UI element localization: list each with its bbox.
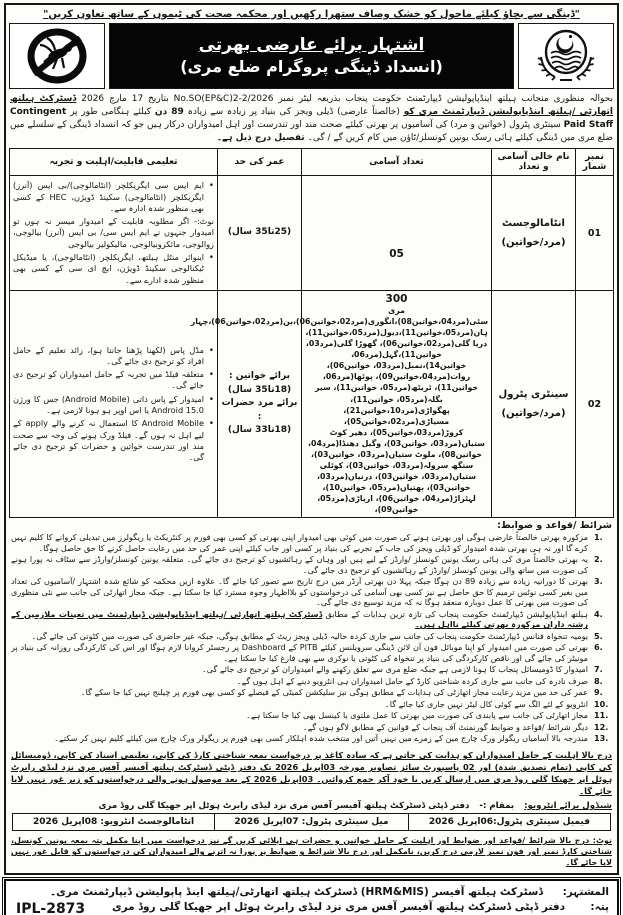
row2-post-gender: (مرد/خواتین) xyxy=(501,408,566,420)
term-item xyxy=(11,664,610,675)
dengue-slogan: "ڈینگی سے بچاؤ کیلئے ماحول کو خشک وصاف ستھرا رکھیں اور محکمہ صحت کی ٹیموں کے ساتھ تعاون کریں" xyxy=(43,9,580,20)
schedule-entomologist: انٹامالوجسٹ انٹرویو: 08اپریل 2026 xyxy=(13,814,215,831)
term-item xyxy=(11,576,610,608)
row2-count-breakdown: مری سٹی(مرد04،خواتین08)،انگوری(مرد02،خواتین06)،بن(مرد02،خواتین06)،چہار ہان(مرد05،خواتین11)،دیول(مرد05،خواتین11)، دریا گلی(مرد02،خواتین06)، گھوڑا گلی(مرد03، خواتین11)،گہل(مرد06، خواتین14)،نمبل(مرد03، خواتین06)، روات(مرد04،خواتین09)، پوٹھا(مرد06، خواتین11)، ٹریٹھ(مرد05، خواتین11)، سیر بگلہ(مرد05، خواتین11)، پھگواڑی(مرد10،خواتین21)، مسیاڑی(مرد02،خواتین05)، کروڑ(مرد03،خواتین05)، دھیر کوٹ ستیاں(مرد03، خواتین03)، وگیل دھنڈا(مرد04، خواتین08)، ملوٹ ستیاں(مرد03، خواتین03)، سنگھ سرولہ(مرد03، خواتین03)، کوٹلی ستیاں(مرد03، خواتین03)، درنیاں(مرد03، خواتین03)، بھتیاں(مرد05، خواتین10)، لہٹراڑ(مرد04، خواتین06)، اریاڑی(مرد05، خواتین09)، xyxy=(190,306,488,515)
row1-count xyxy=(302,176,492,291)
row1-post xyxy=(492,176,576,291)
terms-heading: شرائط /قواعد و ضوابط: xyxy=(497,520,612,532)
term-item xyxy=(11,699,610,710)
term-text: یہ بھرتی خالصتاً مری کی ہائی رسک یونین کونسلز /وارڈز کے لیے ہیں اور وہاں کے رہائشیوں کو ترجیح دی جائے گی۔ متعلقہ یونین کونسلز/وارڈز سے سٹاف نہ پورا ہونے کی صورت میں ساتھ والی یونین کونسلز /وارڈز کے رہائشیوں کو ترجیح دی جائے گی۔ xyxy=(11,554,588,575)
application-instructions: درج بالا اہلیت کے حامل امیدواران کو ہدایت کی جاتی ہے کہ سادہ کاغذ پر درخواست بمعہ شناختی کارڈ کی کاپی، تعلیمی اسناد کی کاپی، ڈومیسائل کی کاپی (تمام تصدیق شدہ) اور 02 پاسپورٹ سائز تصاویر مورخہ 03اپریل 2026 تک دفتر ڈپٹی ڈسٹرکٹ ہیلتھ آفیسر آفس مری نزد لیڈی رابرٹ ہوٹل اپر جھیکا گلی روڈ مری میں ارسال کریں یا خود آکر جمع کروائیں۔ 03اپریل 2026 کے بعد موصول ہونے والی درخواستوں کو زیر غور نہیں لایا جائے گا۔ xyxy=(11,749,612,797)
term-item xyxy=(11,642,610,663)
schedule-row xyxy=(13,814,611,831)
terms-list xyxy=(9,532,614,747)
term-number: 2. xyxy=(594,554,603,565)
bottom-note: نوٹ: درج بالا شرائط /قواعد اور ضوابط اور اہلیت کے حامل خواتین و حضرات ہی اپلائی کریں گے نیز درخواست میں اپنا مکمل پتہ بمعہ یونین کونسل، شناختی کارڈ نمبر اور فون نمبر لازمی درج کریں، نامکمل اور درج بالا شرائط و ضوابط پر پورا نہ اترنے والے امیدواران کی درخواستوں کو قابل غور نہیں لایا جائے گا۔ xyxy=(11,836,612,868)
intro-part-5: (خالصتاً عارضی) ڈیلی ویجز کی بنیاد پر زیادہ سے زیادہ xyxy=(187,107,400,118)
venue-label: بمقام :- xyxy=(479,801,515,812)
address-label: پتہ: xyxy=(590,901,609,914)
term-number: 6. xyxy=(594,642,603,653)
table-row xyxy=(10,176,614,291)
term-item xyxy=(11,609,610,630)
intro-part-1: بحوالہ منظوری منجانب ہیلتھ اینڈپاپولیشن ڈیپارٹمنٹ حکومت پنجاب بذریعہ لیٹر نمبر xyxy=(278,94,613,104)
venue-address: دفتر ڈپٹی ڈسٹرکٹ ہیلتھ آفیسر آفس مری نزد لیڈی رابرٹ ہوٹل اپر جھیکا گلی روڈ مری xyxy=(98,801,470,812)
col-qualification: تعلیمی قابلیت/اہلیت و تجربہ xyxy=(10,149,218,176)
row1-serial: 01 xyxy=(576,176,614,291)
no-mosquito-box xyxy=(9,23,105,89)
ad-title: اشتہار برائے عارضی بھرتی xyxy=(198,34,425,55)
row2-serial: 02 xyxy=(576,291,614,518)
term-text: امیدوار کا ڈومیسائل پنجاب کا ہونا لازمی ہے جبکہ ضلع مری سے تعلق رکھنے والے امیدواران کو ترجیح دی جائے گی۔ xyxy=(201,664,588,675)
term-text: ہیلتھ اینڈپاپولیشن ڈیپارٹمنٹ حکومت پنجاب کی تازہ ترین ہدایات کے مطابق ڈسٹرکٹ ہیلتھ اتھارٹی /ہیلتھ اینڈپاپولیشن ڈیپارٹمنٹ میں تعینات ملازمین کے رشتہ داران مزکورہ بھرتی کیلئے نااہل ہیں۔ xyxy=(11,608,588,630)
term-text: یومیہ تنخواہ فنانس ڈیپارٹمنٹ حکومت پنجاب کی جانب سے جاری کردہ حالیہ ڈیلی ویجز ریٹ کے مطابق ہوگی، جبکہ غیر حاضری کی صورت میں کٹوتی کی جائے گی۔ xyxy=(31,630,588,641)
term-text: دیگر شرائط /قواعد و ضوابط گورنمنٹ آف پنجاب کے قوانین کے مطابق لاگو ہوں گے۔ xyxy=(302,721,588,732)
col-post: نام خالی آسامی و تعداد xyxy=(492,149,576,176)
qualification-item: • مڈل پاس (لکھنا پڑھنا جانتا ہو)، زائد تعلیم کے حامل افراد کو ترجیح دی جائے گی۔ xyxy=(13,345,214,368)
term-number: 9. xyxy=(594,687,603,698)
advertiser-name: ڈسٹرکٹ ہیلتھ آفیسر (HRM&MIS) ڈسٹرکٹ ہیلتھ اتھارٹی/ہیلتھ اینڈ پاپولیشن ڈیپارٹمنٹ مری۔ xyxy=(50,885,543,898)
term-item xyxy=(11,532,610,553)
row2-post xyxy=(492,291,576,518)
contingent-paid-staff: Contingent Paid Staff xyxy=(10,107,613,131)
term-number: 8. xyxy=(594,675,603,686)
term-text: بھرتی کا دورانیہ زیادہ سے زیادہ 89 دن ہوگا جبکہ پہلا دن بھرتی آرڈر میں درج تاریخ سے تصور کیا جائے گا۔ علاوہ ازیں محکمہ کو شائع شدہ اشتہار /آسامیوں کی تعداد میں بغیر کسی نوٹس ترمیم کا حق حاصل ہے نیز کسی بھی آسامی کی درخواستوں کو بلااظہار وجوہ مسترد کیا جا سکتا ہے۔ جبکہ مجاز اتھارٹی کی جانب سے نئی منظوری کی صورت میں بھرتی کا عمل دوبارہ منعقد ہوگا نہ کہ مزید توسیع دی جائے گی۔ xyxy=(11,576,588,608)
term-number: 5. xyxy=(594,630,603,641)
age-male-label: برائے مرد حضرات : xyxy=(221,398,298,422)
term-item xyxy=(11,554,610,575)
term-number: 1. xyxy=(594,532,603,543)
col-serial: نمبر شمار xyxy=(576,149,614,176)
intro-paragraph xyxy=(9,91,614,148)
row2-qualifications xyxy=(10,291,218,518)
row1-post-title: انٹامالوجسٹ xyxy=(502,218,565,230)
qualification-item: • Android Mobile کا استعمال نہ کرنے والے apply کے لیے اہل نہ ہوں گے۔ فیلڈ ورک ہونے کی وجہ سے صحت مند اور تندرست خواتین و حضرات کو ترجیح دی جائے گی۔ xyxy=(13,418,214,463)
qualification-item: • ایم ایس سی ایگریکلچر (انٹامالوجی)/بی ایس (آنرز) ایگریکلچر (انٹامالوجی) سکینڈ ڈویژن، HEC کے کسی بھی منظور شدہ ادارہ سے۔ xyxy=(13,180,214,214)
term-text: بھرتی کی صورت میں امیدوار کو اپنا موبائل فون آن لائن ڈینگی سرویلنس کیلئے PITB کے Dashboard پر رجسٹر کروانا لازم ہوگا اور اس کی کارکردگی روزانہ کی بنیاد پر مونیٹر کی جائے گی اور ناقص کارکردگی کی بنیاد پر تنخواہ کی کٹوتی یا نوکری سے بھی فارغ کیا جا سکتا ہے۔ xyxy=(11,642,589,663)
col-age: عمر کی حد xyxy=(218,149,302,176)
ad-title-box xyxy=(109,23,514,89)
qualification-note: نوٹ:- اگر مطلوبہ قابلیت کے امیدوار میسر نہ ہوں تو امیدوار جنہوں نے ایم ایس سی/ بی ایس (آنرز) بیالوجی، زوالوجی، مائکروبیالوجی، مالیکولیر بیالوجی xyxy=(13,216,214,249)
term-item xyxy=(11,687,610,698)
term-item xyxy=(11,676,610,687)
term-number: 12. xyxy=(594,721,609,732)
term-text: مزکورہ بھرتی خالصتاً عارضی ہوگی اور بھرتی ہونے کی صورت میں کوئی بھی امیدوار اپنی بھرتی کو کسی بھی فورم پر کنٹریکٹ یا ریگولرز میں تبدیلی کروانے کا کلیم نہیں کرے گا اور نہ ہی بھرتی شدہ امیدوار کو ڈیلی ویجز کی جاب کے تجربے کی بنیاد پر کسی اور جاب کیلئے اپنی عمر کی حد میں رعایت حاصل کرنے کا حق حاصل ہوگا۔ xyxy=(11,532,588,553)
schedule-label: شیڈول برائے انٹرویو: xyxy=(524,801,612,812)
schedule-female-sanitary: فیمیل سینٹری پٹرول:06اپریل 2026 xyxy=(408,814,610,831)
ad-main-frame xyxy=(4,3,619,875)
term-item xyxy=(11,631,610,642)
duration-days: 89 دن xyxy=(154,107,184,118)
term-text: انٹرویو کے لئے الگ سے کوئی کال لیٹر نہیں جاری کیا جائے گا۔ xyxy=(384,698,588,709)
term-number: 4. xyxy=(594,608,603,619)
col-count: تعداد آسامی xyxy=(302,149,492,176)
row1-post-gender: (مرد/خواتین) xyxy=(501,237,566,249)
punjab-emblem-box xyxy=(518,23,614,89)
term-item xyxy=(11,722,610,733)
advertiser-label: المشتہر: xyxy=(562,885,609,898)
term-item xyxy=(11,710,610,721)
age-male-range: (18تا33 سال) xyxy=(227,425,292,436)
row2-count-total: 300 xyxy=(385,293,408,305)
term-number: 10. xyxy=(594,698,609,709)
no-mosquito-icon xyxy=(20,28,94,84)
advertiser-footer-box xyxy=(4,879,619,915)
qualification-item: • متعلقہ فیلڈ میں تجربہ کے حامل امیدواران کو ترجیح دی جائے گی۔ xyxy=(13,369,214,392)
ad-header xyxy=(9,23,614,89)
term-text: عمر کی حد میں مزید رعایت مجاز اتھارٹی کی ہدایات کے مطابق ہوگی نیز سلیکشن کمیٹی کے فیصلے کو کسی بھی فورم پر چیلنج نہیں کیا جا سکے گا۔ xyxy=(80,687,588,698)
interview-schedule-table xyxy=(12,813,611,831)
qualification-item: • اینوائر منٹل ہیلتھ، ایگریکلچر (انٹامالوجی)، یا میڈیکل ٹیکنالوجی سکینڈ ڈویژن، ایچ ای سی کے کسی بھی منظور شدہ ادارے سے۔ xyxy=(13,252,214,286)
table-header-row xyxy=(10,149,614,176)
age-female-label: برائے خواتین : xyxy=(229,371,290,382)
punjab-government-emblem-icon xyxy=(527,27,605,85)
row2-post-title: سینٹری پٹرول xyxy=(498,389,569,401)
term-item xyxy=(11,733,610,744)
table-row xyxy=(10,291,614,518)
details-below-label: تفصیل درج ذیل ہے۔ xyxy=(216,133,305,144)
advertiser-row xyxy=(14,885,609,901)
advertiser-address: دفتر ڈپٹی ڈسٹرکٹ ہیلتھ آفیسر آفس مری نزد لیڈی رابرٹ ہوٹل اپر جھیکا گلی روڈ مری xyxy=(111,901,565,914)
term-number: 11. xyxy=(594,710,609,721)
age-female-range: (18تا35 سال) xyxy=(227,384,292,395)
term-number: 7. xyxy=(594,664,603,675)
intro-part-3: بتاریخ 17 مارچ 2026 xyxy=(81,94,169,104)
intro-part-9: سینٹری پٹرول (خواتین و مرد) کی آسامیوں پر بھرتی کیلئے صحت مند اور تندرست اور اہل امیدواران درکار ہیں جو کہ انسداد ڈینگی کے سلسلے میں ضلع مری میں ڈینگی کیلئے ہائی رسک یونین کونسلز/ٹاؤن میں کام کریں گے / گی۔ xyxy=(10,120,613,144)
schedule-male-sanitary: میل سینٹری پٹرول: 07اپریل 2026 xyxy=(215,814,409,831)
row1-age: (25تا35 سال) xyxy=(218,176,302,291)
address-row xyxy=(14,900,609,915)
row1-qualifications xyxy=(10,176,218,291)
term-number: 13. xyxy=(594,733,609,744)
term-text: مندرجہ بالا آسامیاں ریگولر ورک چارج مین کے زمرے میں نہیں آتیں اور منتخب شدہ اہلکار کسی بھی فورم پر ریگولر ورک چارج مین کیلئے کلیم نہیں کر سکتے۔ xyxy=(54,733,588,744)
term-number: 3. xyxy=(594,576,603,587)
ipl-code: IPL-2873 xyxy=(16,901,86,915)
term-text: مجاز اتھارٹی کی جانب سے پابندی کی صورت میں بھرتی کا عمل ملتوی یا کینسل بھی کیا جا سکتا ہے۔ xyxy=(246,710,588,721)
interview-schedule-line xyxy=(9,800,614,813)
ad-subtitle: (انسداد ڈینگی پروگرام ضلع مری) xyxy=(180,57,443,77)
vacancies-table xyxy=(9,148,614,518)
intro-part-7: کیلئے ہنگامی طور پر xyxy=(70,107,152,118)
qualification-item: • امیدوار کے پاس ذاتی (Android Mobile) جس کا ورژن Android 15.0 یا اس اوپر ہو ہونا لازمی ہے۔ xyxy=(13,394,214,417)
authority-name: ڈسٹرکٹ ہیلتھ اتھارٹی /ہیلتھ اینڈپاپولیشن ڈیپارٹمنٹ مری کو xyxy=(10,94,613,118)
letter-number: No.SO(EP&C)2-2/2026 xyxy=(173,94,274,104)
term-text: صرف نادرہ کی جانب سے جاری کردہ شناختی کارڈ کے حامل امیدواران ہی انٹرویو دینے کے اہل ہوں گے۔ xyxy=(236,675,588,686)
row1-count-total: 05 xyxy=(389,248,404,261)
